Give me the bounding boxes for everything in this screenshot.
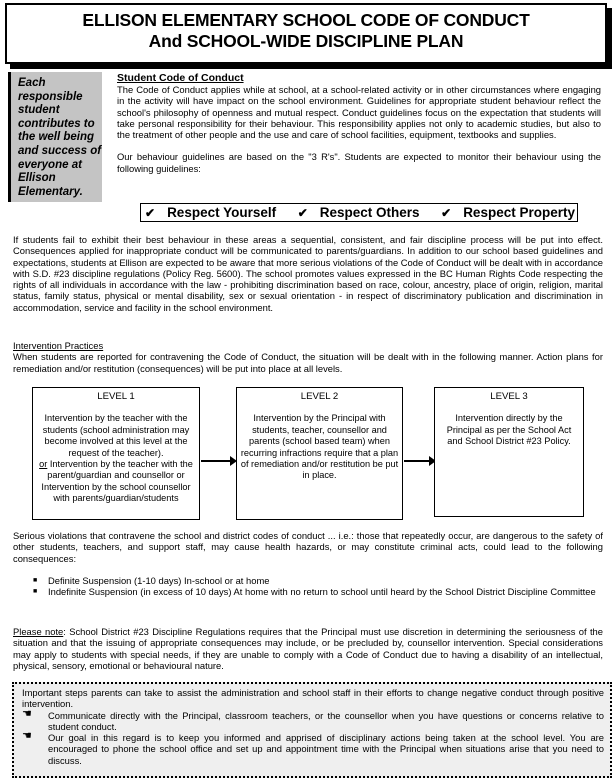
- serious-violations-intro: Serious violations that contravene the school and district codes of conduct ... i.e.: those that repeatedly occur, are dangerous to the safety of other students, teachers, and support staff, may cause health hazards, or may constitute criminal acts, could lead to the following consequences:: [13, 530, 603, 564]
- three-rs-box: [140, 203, 578, 222]
- level-3-text: Intervention directly by the Principal as per the School Act and School District #23 Policy.: [446, 413, 572, 447]
- check-icon: ✔: [441, 205, 452, 220]
- sidebar-quote-box: [8, 72, 102, 202]
- arrow-right-icon: [201, 460, 235, 462]
- level-2-text: Intervention by the Principal with students, teacher, counsellor and parents (school based team) when recurring infractions require that a plan of remediation and/or restitution be put in place.: [240, 413, 399, 481]
- discipline-paragraph: If students fail to exhibit their best behaviour in these areas a sequential, consistent, and fair discipline process will be put into effect. Consequences applied for inappropriate conduct will be communicated to parents/guardians. In addition to our school based guidelines and expectations, students at Ellison are expected to be aware that more serious violations of the Code of Conduct will be dealt with in accordance with S.D. #23 discipline regulations (Policy Reg. 5600). The school promotes values expressed in the BC Human Rights Code respecting the rights of all individuals in accordance with the law - prohibiting discrimination based on race, colour, ancestry, place of origin, religion, marital status, family status, physical or mental disability, sex or sexual orientation - in respect of discriminatory publication and discrimination in accommodation, service and facility in the school environment.: [13, 234, 603, 313]
- respect-label: Respect Yourself: [167, 205, 277, 220]
- intervention-intro: When students are reported for contravening the Code of Conduct, the situation will be dealt with in the following manner. Action plans for remediation and/or restitution (consequences) will be put into place at all levels.: [13, 351, 603, 374]
- respect-property: [441, 205, 575, 220]
- page-title-box: [5, 3, 607, 64]
- list-item: ☚ Communicate directly with the Principal, classroom teachers, or the counsellor when you have questions or concerns relative to student conduct.: [22, 707, 604, 732]
- respect-label: Respect Others: [319, 205, 420, 220]
- level-1-title: LEVEL 1: [97, 391, 135, 402]
- page-title-line1: ELLISON ELEMENTARY SCHOOL CODE OF CONDUCT: [82, 10, 530, 30]
- level-2-box: [236, 387, 403, 520]
- level-1-text: Intervention by the teacher with the students (school administration may become involved at this level at the request of the teacher).: [42, 413, 190, 458]
- intervention-heading: Intervention Practices: [13, 340, 104, 351]
- list-item: ☚ Our goal in this regard is to keep you informed and apprised of disciplinary actions being taken at the school level. You are encouraged to phone the school office and set up and appointment time with the Principal when situations arise that you need to discuss.: [22, 730, 604, 766]
- level-1-box: [32, 387, 200, 520]
- bullet-icon: ■: [33, 576, 38, 584]
- check-icon: ✔: [145, 205, 156, 220]
- list-item: ■ Indefinite Suspension (in excess of 10 days) At home with no return to school until heard by the School District Discipline Committee: [33, 586, 596, 598]
- intervention-section: [13, 340, 603, 374]
- level-3-title: LEVEL 3: [490, 391, 528, 402]
- pointing-hand-icon: ☚: [22, 707, 32, 720]
- respect-label: Respect Property: [463, 205, 575, 220]
- student-code-section: [117, 72, 601, 174]
- respect-others: [298, 205, 420, 220]
- bullet-icon: ■: [33, 588, 38, 596]
- level-2-title: LEVEL 2: [300, 391, 339, 402]
- please-note-label: Please note: [13, 626, 64, 637]
- check-icon: ✔: [297, 205, 308, 220]
- student-code-paragraph: The Code of Conduct applies while at school, at a school-related activity or in other circumstances where engaging in the activity will have impact on the school environment. Guidelines for appropriate student behaviour reflect the school's philosophy of openness and mutual respect. Conduct guidelines focus on the expectation that students will take personal responsibility for their behaviour. This responsibility applies not only to academic studies, but also to the treatment of other people and the use and care of school facilities, equipment, textbooks and supplies.: [117, 84, 601, 141]
- page-title-line2: And SCHOOL-WIDE DISCIPLINE PLAN: [148, 31, 464, 51]
- level-1-or: or: [39, 459, 48, 470]
- please-note-text: : School District #23 Discipline Regulations requires that the Principal must use discretion in determining the seriousness of the situation and that the issuing of appropriate consequences may include, or be precluded by, counsellor intervention. Special considerations may apply to students with special needs, if they are unable to comply with a Code of Conduct due to having a disability of an intellectual, physical, sensory, emotional or behavioural nature.: [13, 626, 603, 671]
- sidebar-quote: Each responsible student contributes to the well being and success of everyone at Ellison Elementary.: [18, 77, 102, 198]
- serious-violations-section: [13, 530, 603, 597]
- pointing-hand-icon: ☚: [22, 730, 32, 743]
- three-rs-intro: Our behaviour guidelines are based on the "3 R's". Students are expected to monitor their behaviour using the following guidelines:: [117, 151, 601, 174]
- student-code-heading: Student Code of Conduct: [117, 72, 244, 84]
- parent-steps-intro: Important steps parents can take to assist the administration and school staff in their efforts to change negative conduct through positive intervention.: [22, 687, 604, 710]
- consequences-list: [13, 575, 603, 598]
- arrow-right-icon: [404, 460, 434, 462]
- respect-yourself: [145, 205, 276, 220]
- list-item: ■ Definite Suspension (1-10 days) In-school or at home: [33, 574, 270, 586]
- please-note-paragraph: [13, 626, 603, 671]
- level-1-text-b: Intervention by the teacher with the parent/guardian and counsellor or Intervention by the school counsellor with parents/guardian/students: [41, 459, 193, 504]
- parent-steps-box: [12, 682, 612, 778]
- level-3-box: [434, 387, 584, 517]
